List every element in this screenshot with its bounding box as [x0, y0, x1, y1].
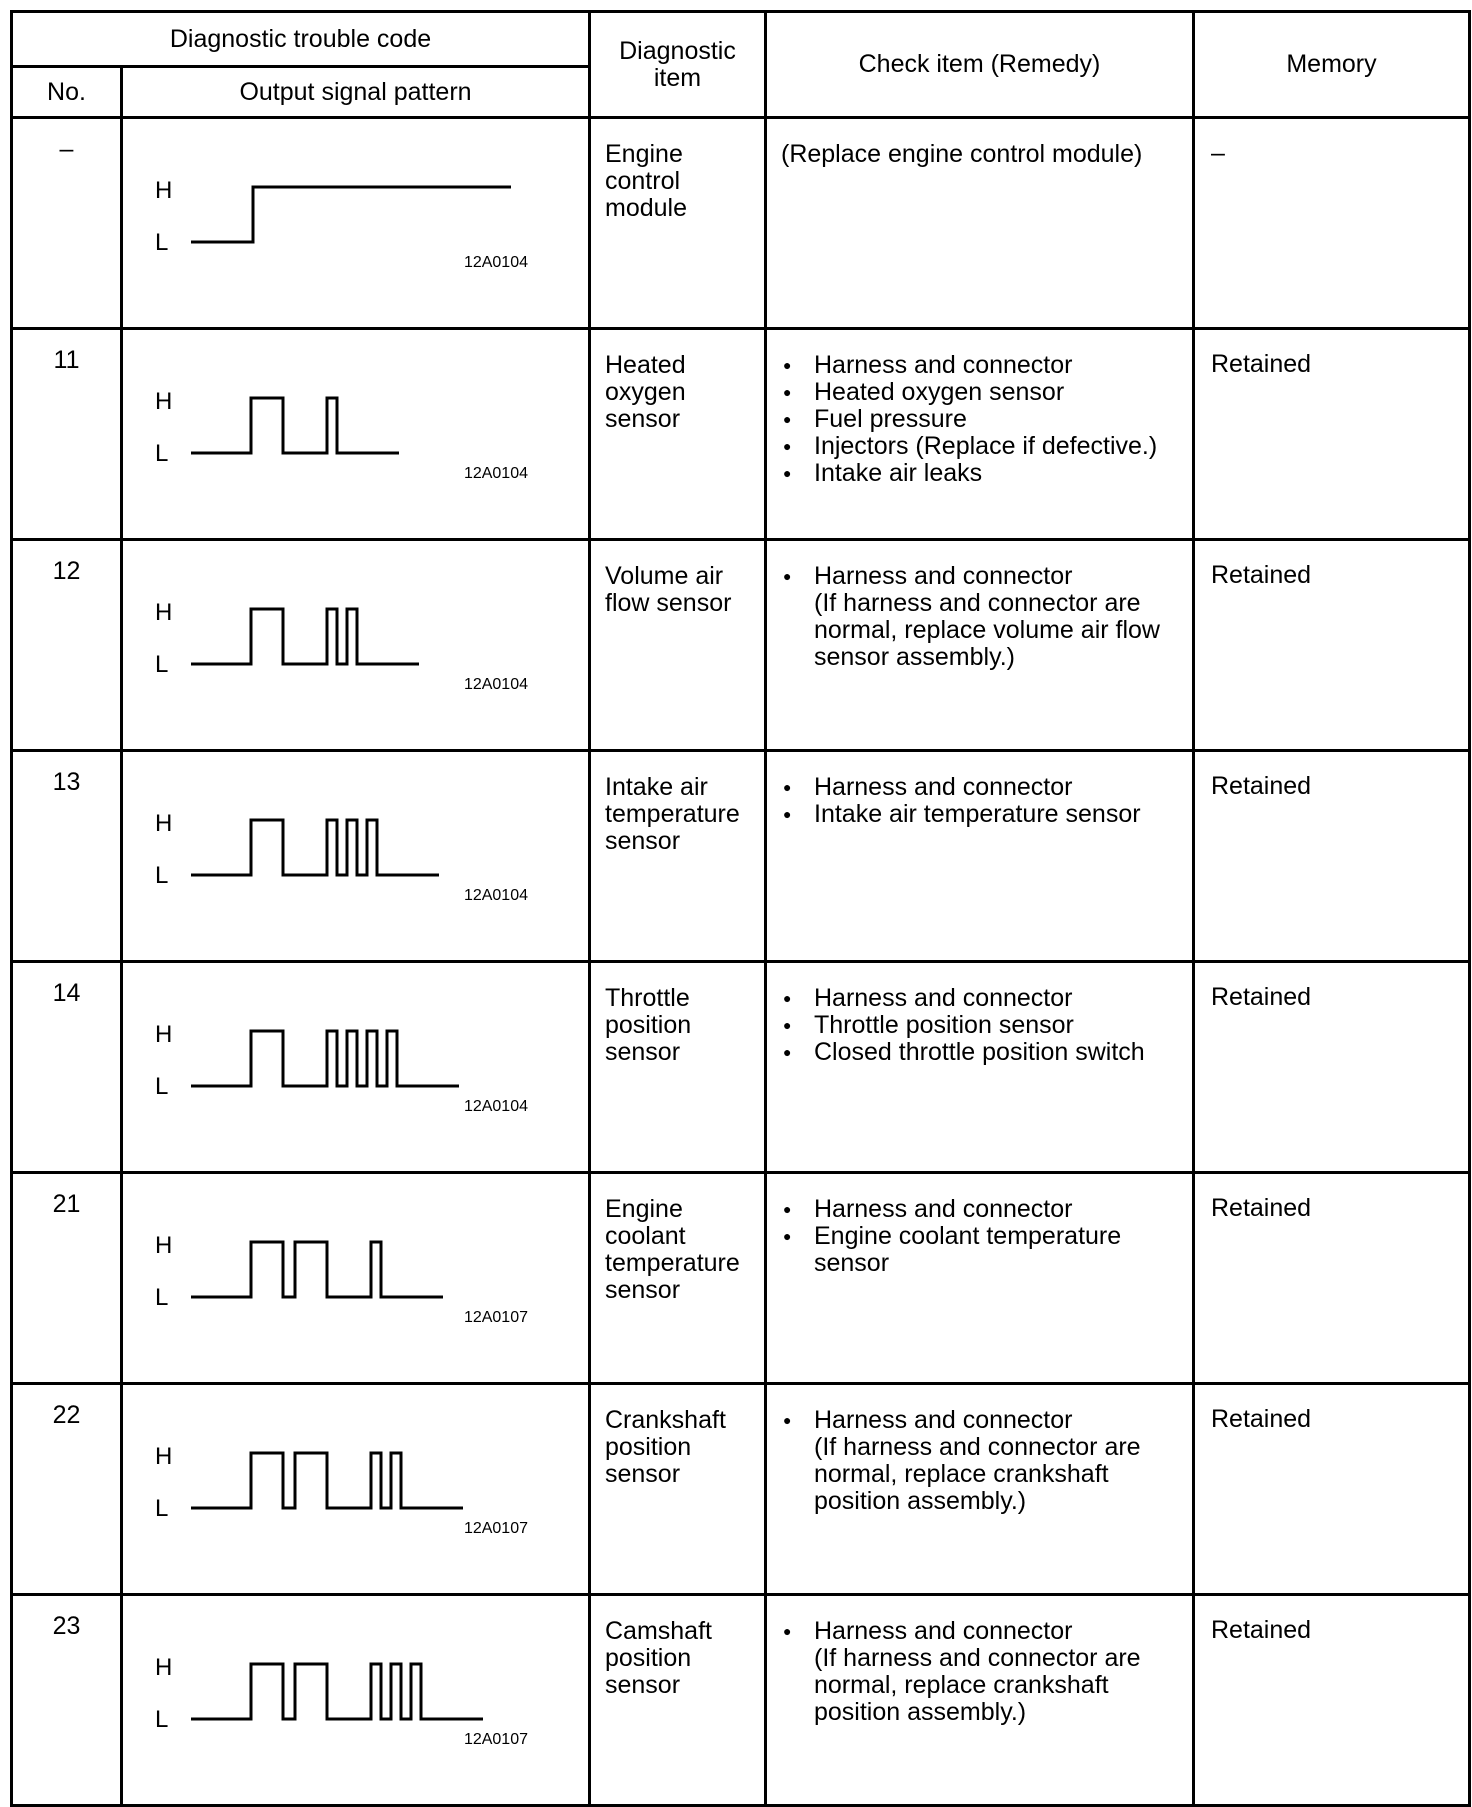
signal-low-label: L: [155, 440, 169, 467]
signal-trace: [191, 1031, 459, 1086]
signal-waveform: [123, 541, 591, 727]
signal-low-label: L: [155, 1495, 169, 1522]
check-item: ● Harness and connector (If harness and connector are normal, replace crankshaft position assembly.): [781, 1407, 1184, 1515]
table-row: [12, 1384, 1470, 1595]
check-item-list: [781, 352, 1184, 487]
diagnostic-item-header: Diagnostic item: [590, 12, 766, 118]
signal-trace: [191, 1453, 463, 1508]
check-item: ● Throttle position sensor: [781, 1012, 1184, 1039]
signal-trace: [191, 609, 419, 664]
signal-high-label: H: [155, 177, 173, 204]
signal-trace: [191, 187, 511, 242]
dtc-rows: [12, 118, 1470, 1806]
check-item: ● Fuel pressure: [781, 406, 1184, 433]
table-row: [12, 1595, 1470, 1806]
output-signal-pattern-cell: [122, 540, 590, 751]
memory-status: Retained: [1194, 962, 1470, 1173]
check-item: ● Harness and connector: [781, 774, 1184, 801]
figure-code: 12A0104: [463, 254, 528, 271]
check-item-cell: [766, 751, 1194, 962]
table-row: [12, 329, 1470, 540]
table-row: [12, 962, 1470, 1173]
output-signal-pattern-cell: [122, 1384, 590, 1595]
signal-waveform: [123, 963, 591, 1149]
memory-status: Retained: [1194, 540, 1470, 751]
signal-trace: [191, 1664, 483, 1719]
output-signal-pattern-cell: [122, 962, 590, 1173]
diagnostic-item: Camshaft position sensor: [590, 1595, 766, 1806]
table-row: [12, 1173, 1470, 1384]
signal-high-label: H: [155, 388, 173, 415]
check-item-cell: [766, 1384, 1194, 1595]
signal-high-label: H: [155, 1021, 173, 1048]
memory-header: Memory: [1194, 12, 1470, 118]
dtc-number: 11: [12, 329, 122, 540]
figure-code: 12A0107: [463, 1520, 528, 1537]
signal-low-label: L: [155, 862, 169, 889]
check-item-list: [781, 774, 1184, 828]
signal-low-label: L: [155, 229, 169, 256]
dtc-number: 14: [12, 962, 122, 1173]
signal-waveform: [123, 1596, 591, 1782]
table-row: [12, 751, 1470, 962]
signal-waveform: [123, 330, 591, 516]
memory-status: –: [1194, 118, 1470, 329]
check-item: ● Heated oxygen sensor: [781, 379, 1184, 406]
check-item-list: [781, 1407, 1184, 1515]
signal-low-label: L: [155, 1073, 169, 1100]
check-item-cell: [766, 118, 1194, 329]
memory-status: Retained: [1194, 329, 1470, 540]
diagnostic-item: Crankshaft position sensor: [590, 1384, 766, 1595]
signal-waveform: [123, 1174, 591, 1360]
output-signal-pattern-cell: [122, 1173, 590, 1384]
memory-status: Retained: [1194, 1173, 1470, 1384]
check-item: ● Harness and connector (If harness and connector are normal, replace volume air flow sensor assembly.): [781, 563, 1184, 671]
diagnostic-item: Throttle position sensor: [590, 962, 766, 1173]
signal-waveform: [123, 752, 591, 938]
signal-waveform: [123, 119, 591, 305]
figure-code: 12A0104: [463, 465, 528, 482]
output-signal-pattern-cell: [122, 329, 590, 540]
check-item-cell: [766, 1595, 1194, 1806]
diagnostic-item: Volume air flow sensor: [590, 540, 766, 751]
check-item-header: Check item (Remedy): [766, 12, 1194, 118]
dtc-group-header: Diagnostic trouble code: [12, 12, 590, 67]
memory-status: Retained: [1194, 1595, 1470, 1806]
table-row: [12, 118, 1470, 329]
diagnostic-item: Engine control module: [590, 118, 766, 329]
check-item-cell: [766, 962, 1194, 1173]
signal-trace: [191, 1242, 443, 1297]
dtc-number: 21: [12, 1173, 122, 1384]
signal-high-label: H: [155, 1654, 173, 1681]
check-item: ● Injectors (Replace if defective.): [781, 433, 1184, 460]
signal-trace: [191, 820, 439, 875]
check-item-list: [781, 141, 1184, 168]
check-item: ● Engine coolant temperature sensor: [781, 1223, 1184, 1277]
check-item-list: [781, 1618, 1184, 1726]
signal-high-label: H: [155, 1443, 173, 1470]
no-header: No.: [12, 67, 122, 118]
check-item: ● Closed throttle position switch: [781, 1039, 1184, 1066]
diagnostic-item: Heated oxygen sensor: [590, 329, 766, 540]
diagnostic-item: Intake air temperature sensor: [590, 751, 766, 962]
check-item: ● Harness and connector (If harness and connector are normal, replace crankshaft position assembly.): [781, 1618, 1184, 1726]
check-item: ● Intake air leaks: [781, 460, 1184, 487]
dtc-table-sheet: [10, 10, 1471, 1807]
signal-low-label: L: [155, 1284, 169, 1311]
figure-code: 12A0107: [463, 1731, 528, 1748]
dtc-number: 22: [12, 1384, 122, 1595]
dtc-number: 13: [12, 751, 122, 962]
figure-code: 12A0104: [463, 676, 528, 693]
check-item-list: [781, 563, 1184, 671]
signal-high-label: H: [155, 1232, 173, 1259]
signal-waveform: [123, 1385, 591, 1571]
figure-code: 12A0104: [463, 887, 528, 904]
output-signal-pattern-cell: [122, 118, 590, 329]
check-item-cell: [766, 329, 1194, 540]
signal-high-label: H: [155, 810, 173, 837]
figure-code: 12A0104: [463, 1098, 528, 1115]
figure-code: 12A0107: [463, 1309, 528, 1326]
memory-status: Retained: [1194, 1384, 1470, 1595]
remedy-text: (Replace engine control module): [781, 140, 1143, 168]
output-signal-pattern-cell: [122, 751, 590, 962]
check-item-cell: [766, 540, 1194, 751]
memory-status: Retained: [1194, 751, 1470, 962]
check-item: ● Harness and connector: [781, 352, 1184, 379]
signal-trace: [191, 398, 399, 453]
check-item-cell: [766, 1173, 1194, 1384]
dtc-number: –: [12, 118, 122, 329]
output-signal-pattern-header: Output signal pattern: [122, 67, 590, 118]
signal-low-label: L: [155, 651, 169, 678]
signal-high-label: H: [155, 599, 173, 626]
dtc-number: 12: [12, 540, 122, 751]
check-item: ● Harness and connector: [781, 1196, 1184, 1223]
diagnostic-item: Engine coolant temperature sensor: [590, 1173, 766, 1384]
table-row: [12, 540, 1470, 751]
dtc-table: [10, 10, 1471, 1807]
dtc-number: 23: [12, 1595, 122, 1806]
check-item: ● Harness and connector: [781, 985, 1184, 1012]
check-item-list: [781, 985, 1184, 1066]
check-item-list: [781, 1196, 1184, 1277]
check-item: ● Intake air temperature sensor: [781, 801, 1184, 828]
signal-low-label: L: [155, 1706, 169, 1733]
output-signal-pattern-cell: [122, 1595, 590, 1806]
